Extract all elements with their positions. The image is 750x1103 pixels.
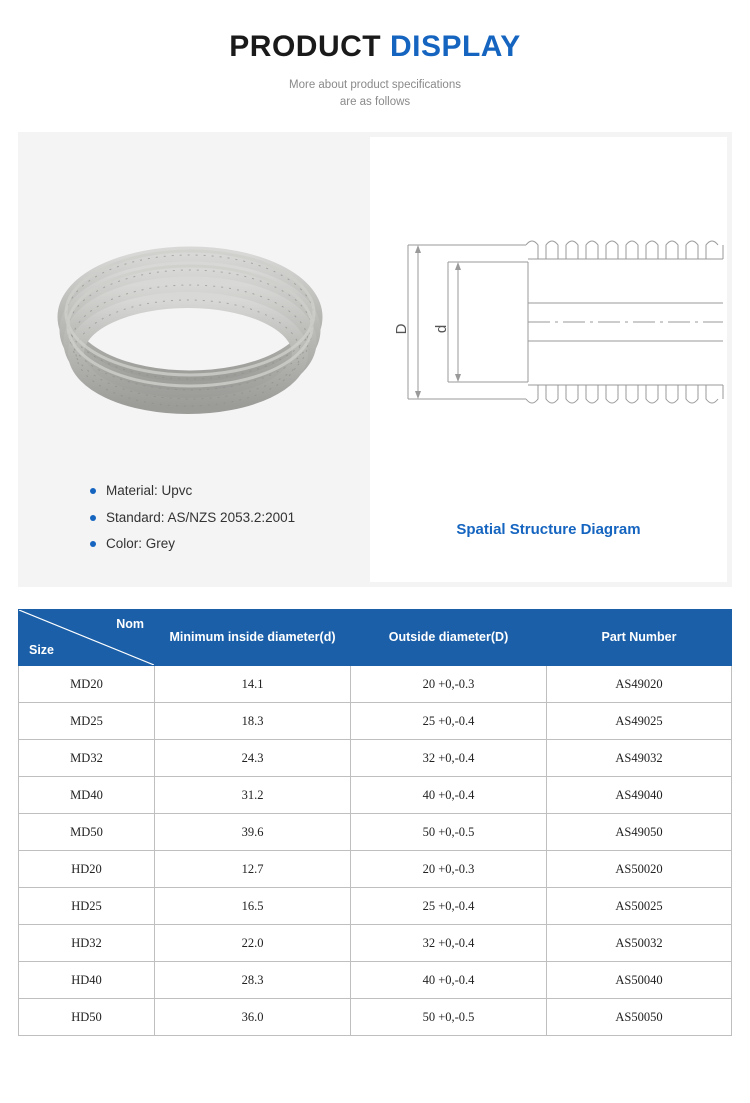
diagram-label-outer: D xyxy=(393,323,410,335)
cell-min-inside: 16.5 xyxy=(155,888,351,925)
page-header xyxy=(0,0,750,110)
cell-part-number: AS50020 xyxy=(547,851,732,888)
cell-min-inside: 12.7 xyxy=(155,851,351,888)
product-photo xyxy=(18,132,370,472)
page-title-accent: DISPLAY xyxy=(389,30,521,63)
coil-svg xyxy=(40,222,340,432)
list-item: Material: Upvc xyxy=(90,484,295,498)
table-row xyxy=(19,703,732,740)
cell-min-inside: 39.6 xyxy=(155,814,351,851)
cell-outside: 50 +0,-0.5 xyxy=(351,814,547,851)
cell-outside: 25 +0,-0.4 xyxy=(351,703,547,740)
table-header-nom-label: Nom xyxy=(116,617,144,632)
table-body xyxy=(19,666,732,1036)
cell-part-number: AS49050 xyxy=(547,814,732,851)
cell-size: HD25 xyxy=(19,888,155,925)
cell-size: MD25 xyxy=(19,703,155,740)
table-row xyxy=(19,666,732,703)
cell-part-number: AS49020 xyxy=(547,666,732,703)
cell-min-inside: 31.2 xyxy=(155,777,351,814)
cell-size: MD32 xyxy=(19,740,155,777)
specifications-table xyxy=(18,609,732,1036)
table-header-row xyxy=(19,610,732,666)
table-row xyxy=(19,888,732,925)
product-panels xyxy=(18,132,732,587)
table-row xyxy=(19,999,732,1036)
cell-part-number: AS50032 xyxy=(547,925,732,962)
corrugated-conduit-coil-image xyxy=(40,222,340,432)
page-title xyxy=(0,30,750,63)
cell-part-number: AS49032 xyxy=(547,740,732,777)
cell-size: MD50 xyxy=(19,814,155,851)
cell-part-number: AS49040 xyxy=(547,777,732,814)
cell-outside: 32 +0,-0.4 xyxy=(351,740,547,777)
structure-diagram-panel xyxy=(370,137,727,582)
list-item: Color: Grey xyxy=(90,537,295,551)
cell-size: HD50 xyxy=(19,999,155,1036)
product-spec-list xyxy=(90,484,295,564)
table-header-min-inside: Minimum inside diameter(d) xyxy=(155,610,351,666)
cell-outside: 40 +0,-0.4 xyxy=(351,777,547,814)
table-header-size-label: Size xyxy=(29,642,55,657)
cell-outside: 20 +0,-0.3 xyxy=(351,851,547,888)
cell-outside: 40 +0,-0.4 xyxy=(351,962,547,999)
cell-outside: 50 +0,-0.5 xyxy=(351,999,547,1036)
table-header xyxy=(19,610,732,666)
page-title-main: PRODUCT xyxy=(229,30,390,63)
cell-size: MD40 xyxy=(19,777,155,814)
cell-min-inside: 22.0 xyxy=(155,925,351,962)
table-header-nom-size xyxy=(19,610,155,666)
spatial-structure-diagram xyxy=(378,217,730,517)
cell-min-inside: 24.3 xyxy=(155,740,351,777)
cell-outside: 20 +0,-0.3 xyxy=(351,666,547,703)
table-row xyxy=(19,851,732,888)
page-subtitle-line2: are as follows xyxy=(339,95,411,108)
diagram-caption: Spatial Structure Diagram xyxy=(456,521,641,539)
cell-part-number: AS50025 xyxy=(547,888,732,925)
diagram-label-inner: d xyxy=(433,325,450,334)
table-row xyxy=(19,740,732,777)
cell-outside: 25 +0,-0.4 xyxy=(351,888,547,925)
table-row xyxy=(19,777,732,814)
table-header-part-number: Part Number xyxy=(547,610,732,666)
list-item: Standard: AS/NZS 2053.2:2001 xyxy=(90,511,295,525)
product-photo-panel xyxy=(18,132,370,587)
cell-part-number: AS50040 xyxy=(547,962,732,999)
page-subtitle-line1: More about product specifications xyxy=(289,79,461,91)
table-header-outside: Outside diameter(D) xyxy=(351,610,547,666)
cell-part-number: AS49025 xyxy=(547,703,732,740)
cell-size: HD40 xyxy=(19,962,155,999)
cell-outside: 32 +0,-0.4 xyxy=(351,925,547,962)
table-row xyxy=(19,814,732,851)
table-row xyxy=(19,925,732,962)
cell-min-inside: 36.0 xyxy=(155,999,351,1036)
table-row xyxy=(19,962,732,999)
cell-min-inside: 18.3 xyxy=(155,703,351,740)
page-subtitle xyxy=(0,77,750,110)
specifications-table-wrapper xyxy=(18,609,732,1036)
cell-part-number: AS50050 xyxy=(547,999,732,1036)
cell-size: MD20 xyxy=(19,666,155,703)
cell-min-inside: 14.1 xyxy=(155,666,351,703)
cell-size: HD20 xyxy=(19,851,155,888)
diagram-svg xyxy=(378,217,730,517)
cell-size: HD32 xyxy=(19,925,155,962)
cell-min-inside: 28.3 xyxy=(155,962,351,999)
